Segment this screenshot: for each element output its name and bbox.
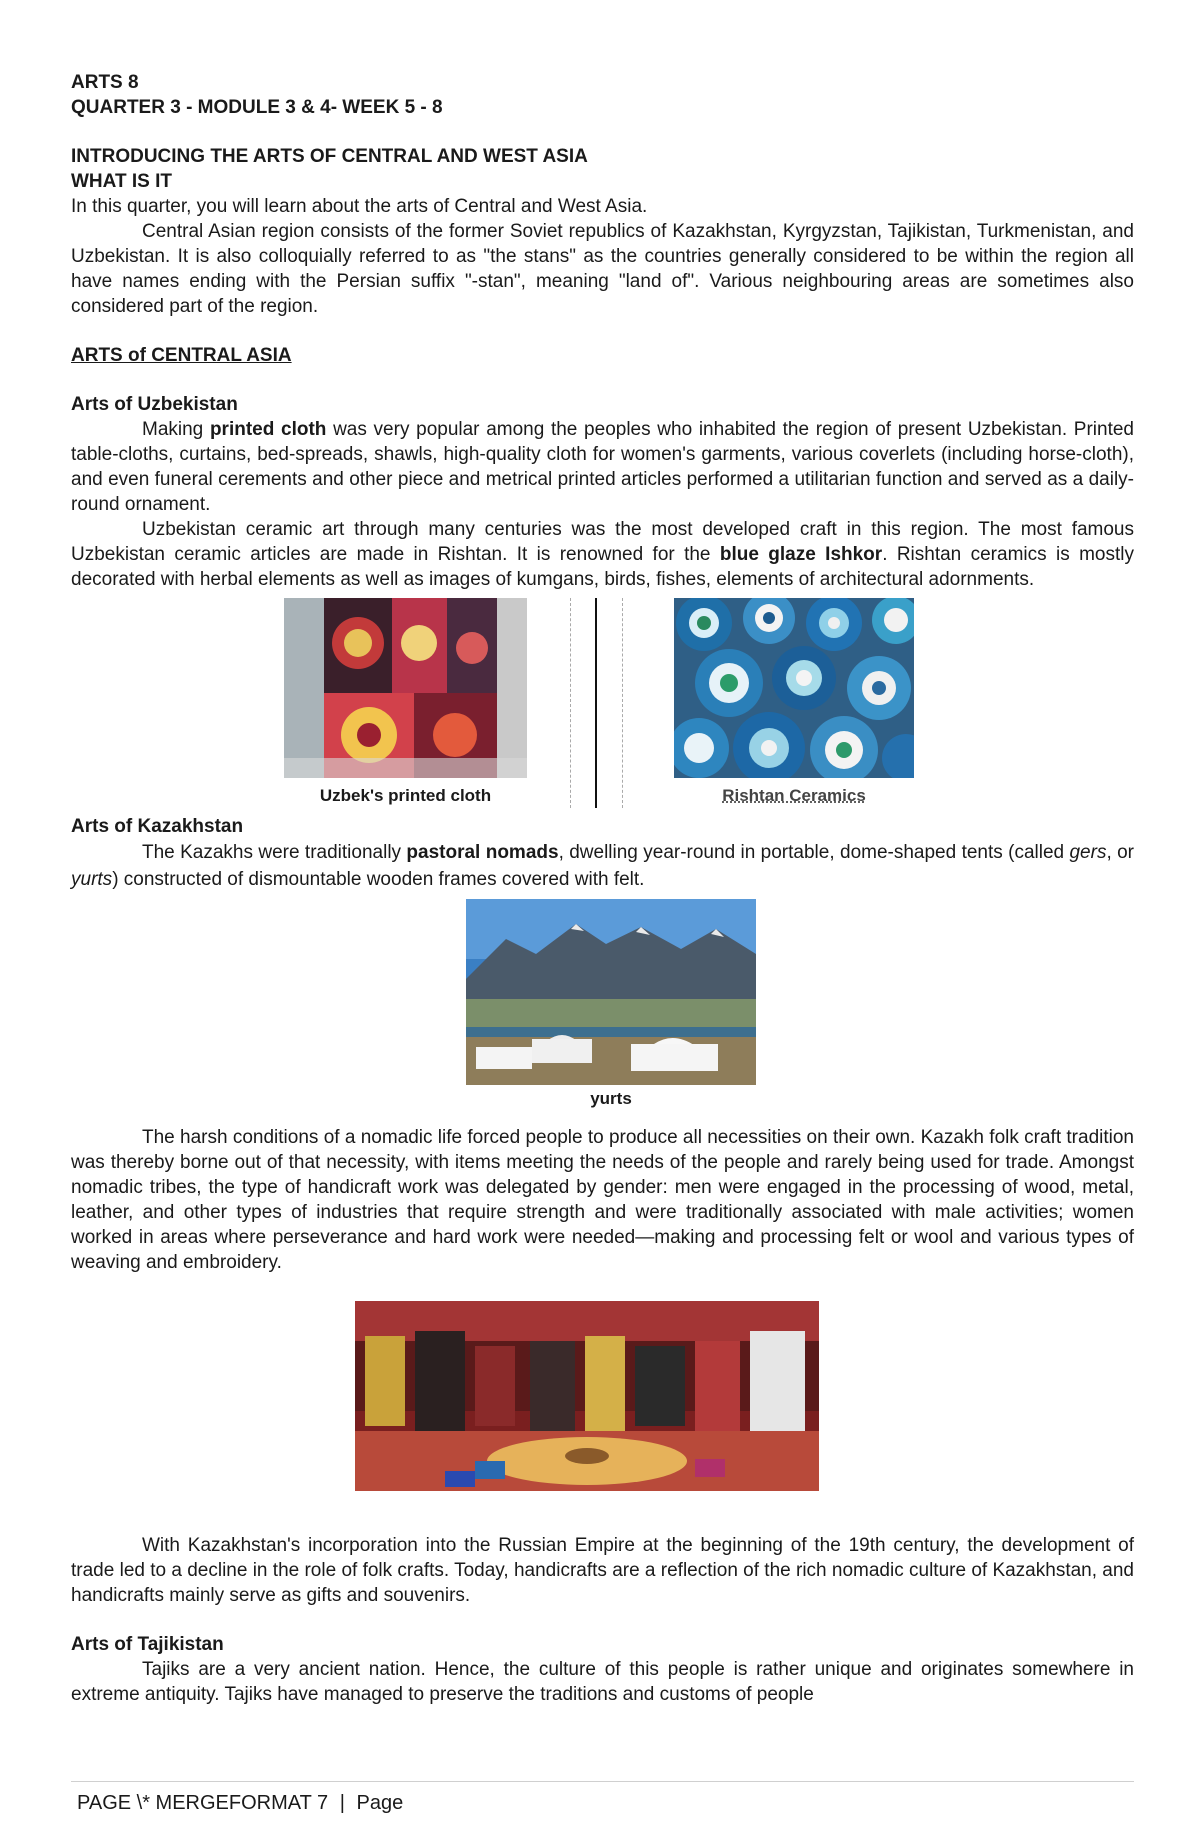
- rishtan-ceramics-caption: Rishtan Ceramics: [722, 786, 866, 805]
- figure-dashed-line-right: [622, 598, 623, 808]
- central-asia-title: ARTS of CENTRAL ASIA: [71, 345, 292, 366]
- kazakhstan-paragraph-1: The Kazakhs were traditionally pastoral nomads, dwelling year-round in portable, dome-shaped tents (called gers, or yurts) constructed of dismountable wooden frames covered with felt.: [71, 842, 1135, 890]
- intro-title: INTRODUCING THE ARTS OF CENTRAL AND WEST ASIA: [71, 146, 588, 167]
- yurts-figure: [71, 899, 1134, 1117]
- tajikistan-title: Arts of Tajikistan: [71, 1634, 224, 1655]
- tajikistan-paragraph-1: Tajiks are a very ancient nation. Hence, the culture of this people is rather unique and originates somewhere in extreme antiquity. Tajiks have managed to preserve the traditions and customs of people: [71, 1659, 1134, 1705]
- handicraft-interior-figure: [71, 1301, 1134, 1491]
- uzbekistan-title: Arts of Uzbekistan: [71, 394, 238, 415]
- uzbek-figure: [71, 598, 1134, 812]
- document-page: [71, 70, 1134, 1707]
- subject-heading: ARTS 8: [71, 72, 139, 93]
- figure-divider-line: [595, 598, 597, 808]
- figure-dashed-line-left: [570, 598, 571, 808]
- what-is-it-heading: WHAT IS IT: [71, 171, 172, 192]
- kazakhstan-title: Arts of Kazakhstan: [71, 816, 244, 837]
- rishtan-ceramics-image: [674, 598, 914, 778]
- kazakhstan-paragraph-2: The harsh conditions of a nomadic life forced people to produce all necessities on their own. Kazakh folk craft tradition was thereby borne out of that necessity, with items meeting the needs of the people and rarely being used for trade. Amongst nomadic tribes, the type of handicraft work was delegated by gender: men were engaged in the processing of wood, metal, leather, and other types of industries that require strength and were traditionally associated with male activities; women worked in areas where perseverance and hard work were needed—making and processing felt or wool and various types of weaving and embroidery.: [71, 1127, 1134, 1273]
- kazakhstan-paragraph-3: With Kazakhstan's incorporation into the Russian Empire at the beginning of the 19th century, the development of trade led to a decline in the role of folk crafts. Today, handicrafts are a reflection of the rich nomadic culture of Kazakhstan, and handicrafts mainly serve as gifts and souvenirs.: [71, 1535, 1134, 1606]
- page-footer: [71, 1781, 1134, 1815]
- printed-cloth-image: [284, 598, 527, 778]
- page-field-code: PAGE \* MERGEFORMAT 7: [77, 1792, 329, 1814]
- uzbekistan-paragraph-2: Uzbekistan ceramic art through many centuries was the most developed craft in this region. The most famous Uzbekistan ceramic articles are made in Rishtan. It is renowned for the blue glaze Ishkor. Rishtan ceramics is mostly decorated with herbal elements as well as images of kumgans, birds, fishes, elements of architectural adornments.: [71, 519, 1134, 590]
- quarter-heading: QUARTER 3 - MODULE 3 & 4- WEEK 5 - 8: [71, 97, 443, 118]
- intro-paragraph-2: Central Asian region consists of the former Soviet republics of Kazakhstan, Kyrgyzstan, Tajikistan, Turkmenistan, and Uzbekistan. It is also colloquially referred to as "the stans" as the countries generally considered to be within the region all have names ending with the Persian suffix "-stan", meaning "land of". Various neighbouring areas are sometimes also considered part of the region.: [71, 221, 1134, 317]
- yurts-caption: yurts: [590, 1089, 632, 1108]
- yurts-image: [466, 899, 756, 1085]
- printed-cloth-caption: Uzbek's printed cloth: [319, 786, 492, 805]
- handicraft-interior-image: [355, 1301, 819, 1491]
- footer-separator: |: [339, 1792, 345, 1814]
- uzbekistan-paragraph-1: Making printed cloth was very popular among the peoples who inhabited the region of present Uzbekistan. Printed table-cloths, curtains, bed-spreads, shawls, high-quality cloth for women's garments, various coverlets (including horse-cloth), and even funeral cerements and other piece and metrical printed articles performed a utilitarian function and served as a daily-round ornament.: [71, 419, 1134, 515]
- footer-page-label: Page: [356, 1792, 404, 1814]
- intro-paragraph-1: In this quarter, you will learn about the arts of Central and West Asia.: [71, 196, 648, 217]
